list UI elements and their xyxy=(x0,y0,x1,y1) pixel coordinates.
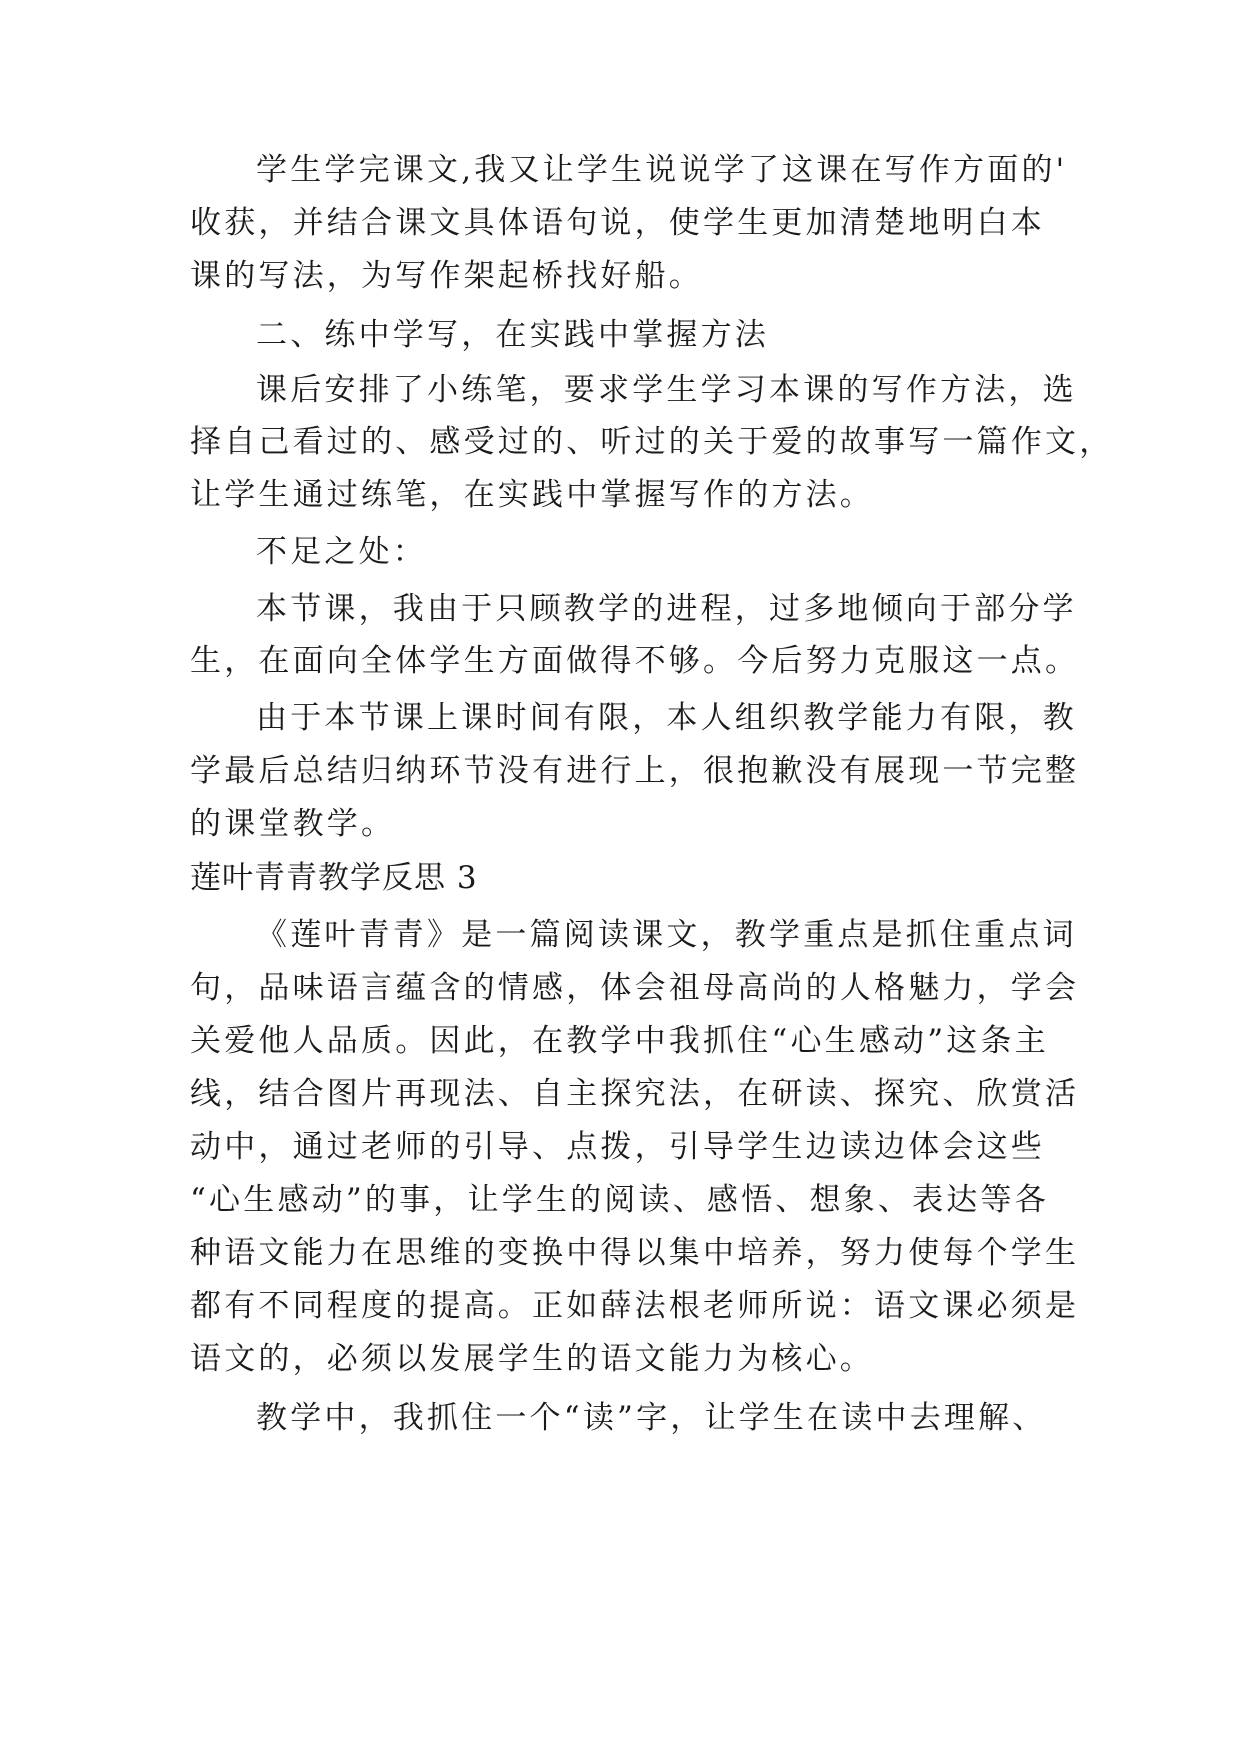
paragraph-line: 种语文能力在思维的变换中得以集中培养，努力使每个学生 xyxy=(190,1235,1080,1271)
paragraph-line: 关爱他人品质。因此，在教学中我抓住“心生感动”这条主 xyxy=(190,1023,1049,1059)
paragraph-line: 语文的，必须以发展学生的语文能力为核心。 xyxy=(190,1341,874,1377)
paragraph-line: 学生学完课文,我又让学生说说学了这课在写作方面的' xyxy=(256,152,1068,188)
paragraph-line: 教学中，我抓住一个“读”字，让学生在读中去理解、 xyxy=(256,1400,1047,1436)
paragraph-line: 动中，通过老师的引导、点拨，引导学生边读边体会这些 xyxy=(190,1129,1045,1165)
paragraph-line: “心生感动”的事，让学生的阅读、感悟、想象、表达等各 xyxy=(190,1182,1049,1218)
paragraph-line: 不足之处： xyxy=(256,534,427,570)
paragraph-line: 线，结合图片再现法、自主探究法，在研读、探究、欣赏活 xyxy=(190,1076,1080,1112)
document-title: 莲叶青青教学反思 3 xyxy=(190,860,478,896)
paragraph-line: 课后安排了小练笔，要求学生学习本课的写作方法，选 xyxy=(256,372,1077,408)
paragraph-line: 的课堂教学。 xyxy=(190,806,396,842)
paragraph-line: 择自己看过的、感受过的、听过的关于爱的故事写一篇作文， xyxy=(190,424,1114,460)
paragraph-line: 本节课，我由于只顾教学的进程，过多地倾向于部分学 xyxy=(256,591,1077,627)
paragraph-line: 课的写法，为写作架起桥找好船。 xyxy=(190,258,703,294)
section-heading: 二、练中学写，在实践中掌握方法 xyxy=(256,317,769,353)
paragraph-line: 让学生通过练笔，在实践中掌握写作的方法。 xyxy=(190,477,874,513)
paragraph-line: 由于本节课上课时间有限，本人组织教学能力有限，教 xyxy=(256,700,1077,736)
paragraph-line: 生，在面向全体学生方面做得不够。今后努力克服这一点。 xyxy=(190,643,1080,679)
paragraph-line: 都有不同程度的提高。正如薛法根老师所说：语文课必须是 xyxy=(190,1288,1080,1324)
paragraph-line: 句，品味语言蕴含的情感，体会祖母高尚的人格魅力，学会 xyxy=(190,970,1080,1006)
paragraph-line: 收获，并结合课文具体语句说，使学生更加清楚地明白本 xyxy=(190,205,1045,241)
paragraph-line: 学最后总结归纳环节没有进行上，很抱歉没有展现一节完整 xyxy=(190,753,1080,789)
paragraph-line: 《莲叶青青》是一篇阅读课文，教学重点是抓住重点词 xyxy=(256,917,1077,953)
